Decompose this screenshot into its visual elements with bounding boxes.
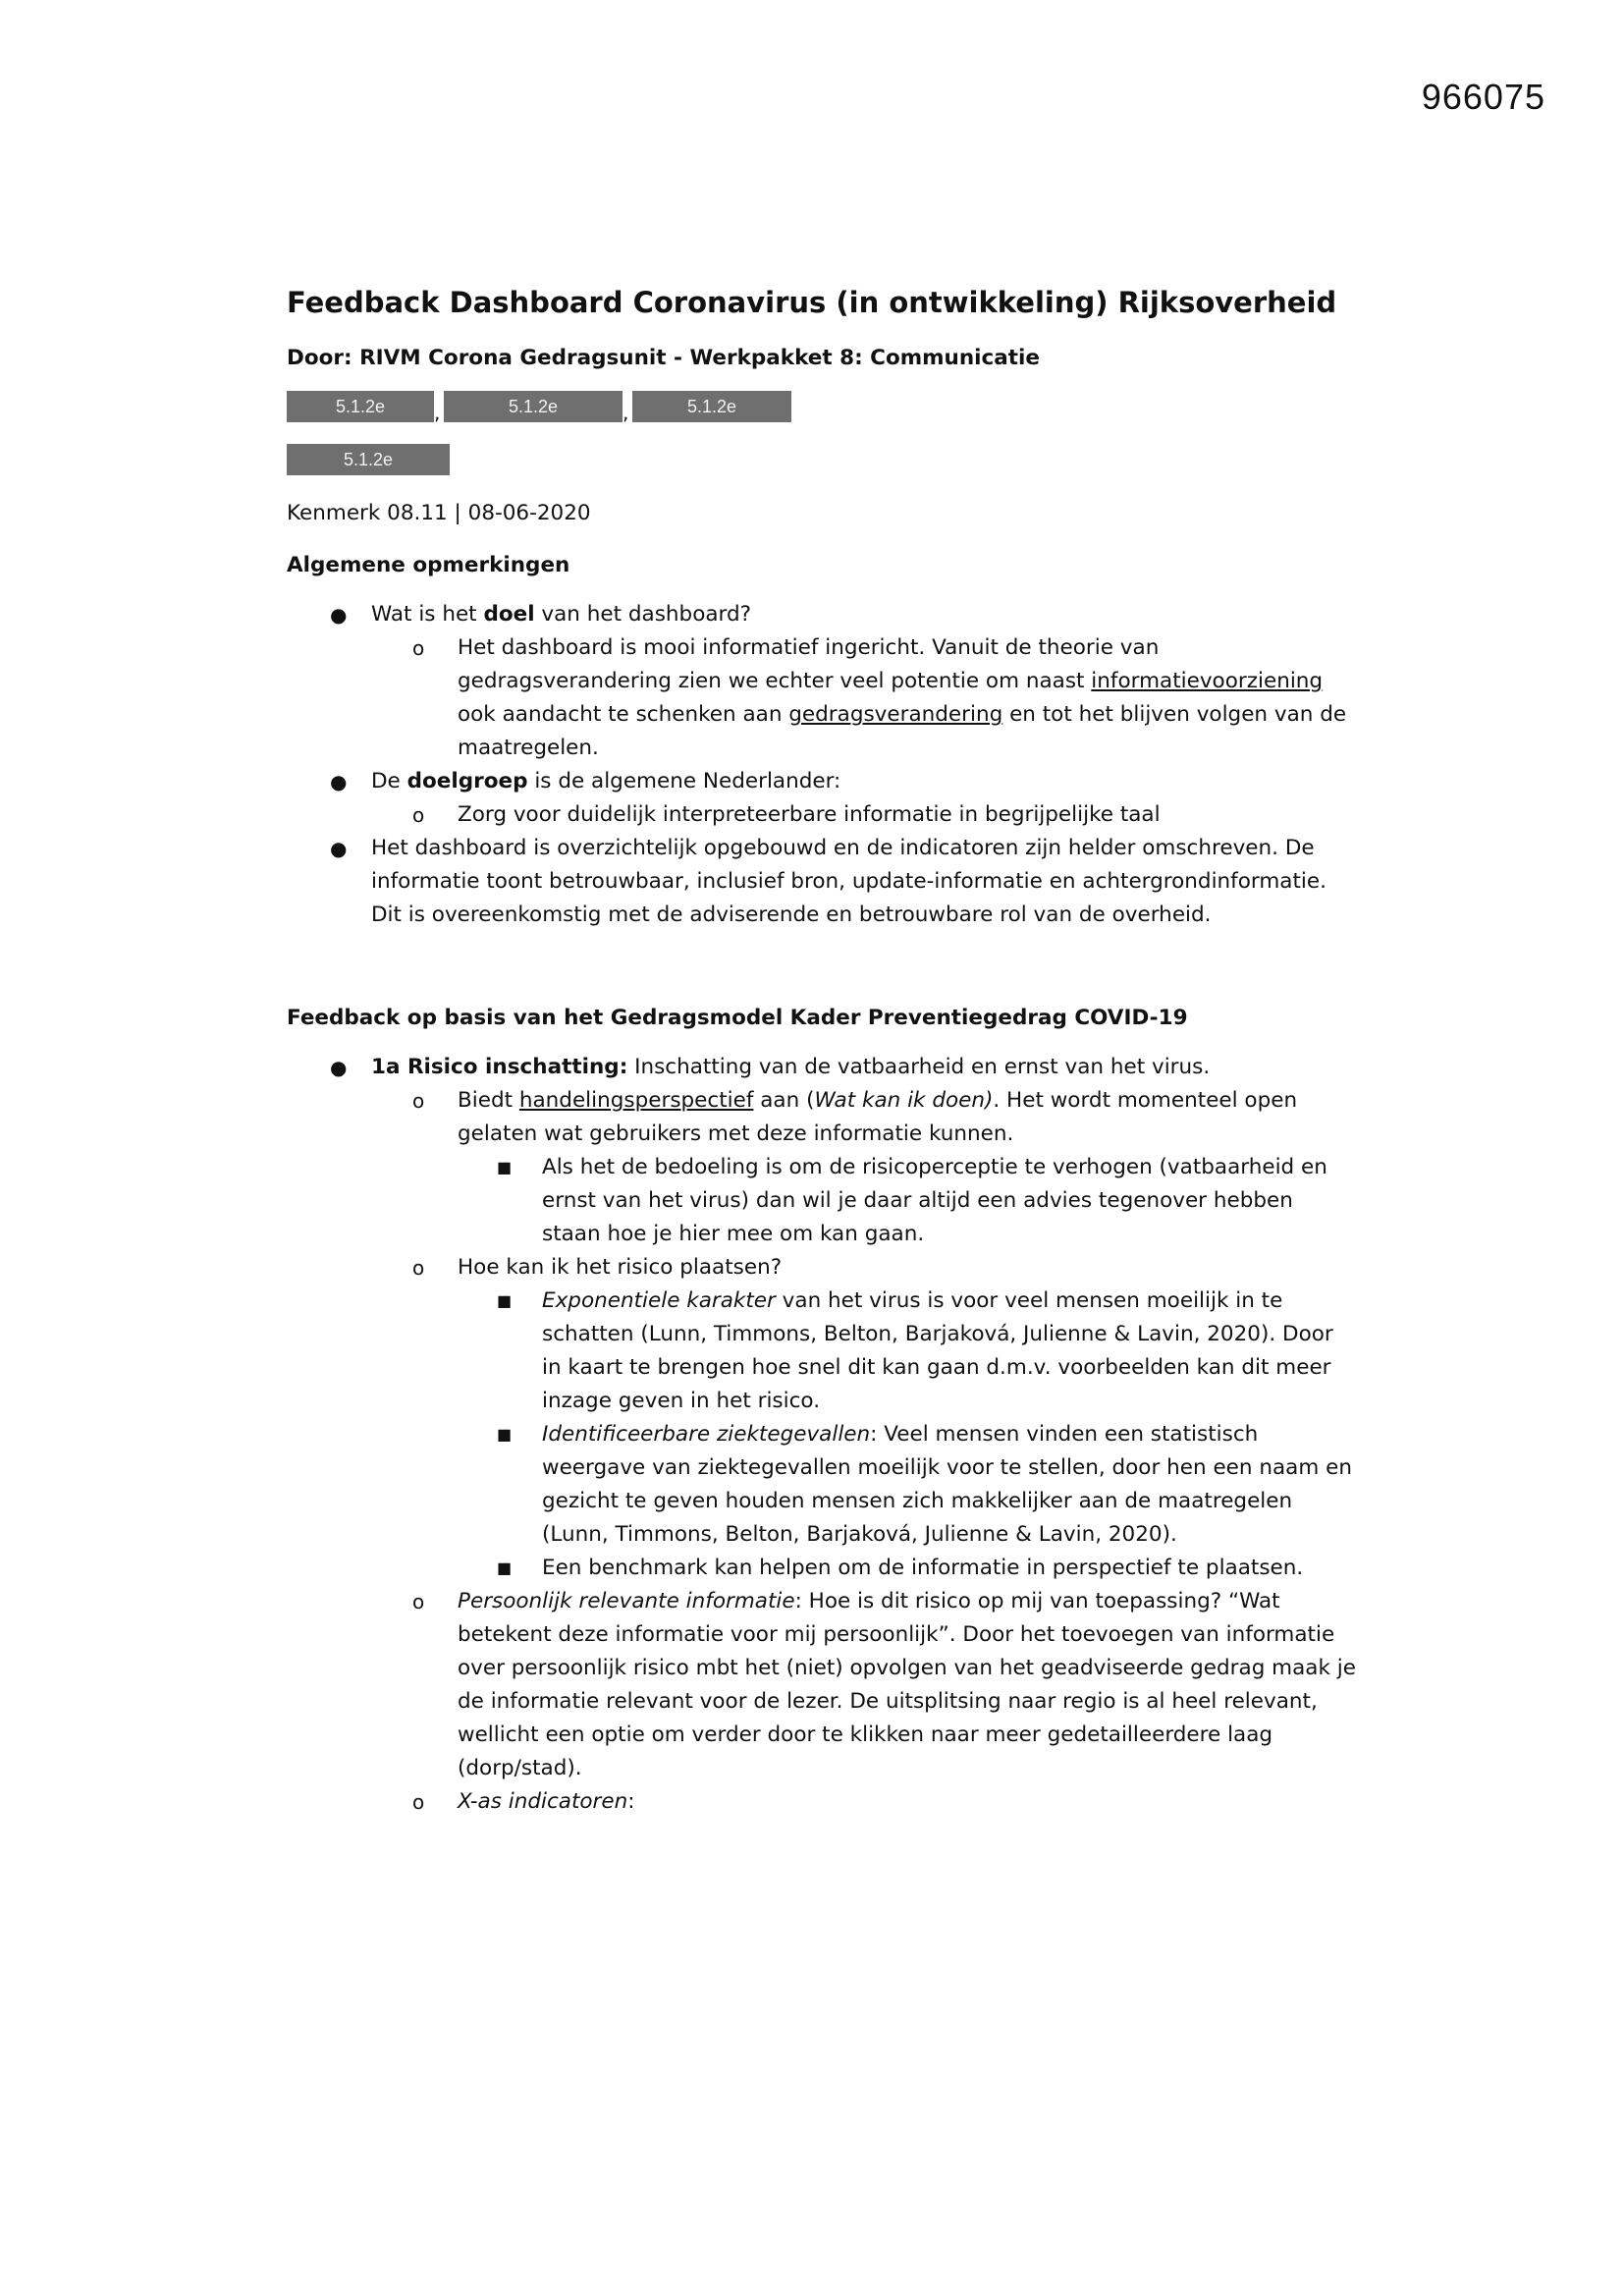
list-item: ● De doelgroep is de algemene Nederlander: o Zorg voor duidelijk interpreteerbare informatie in begrijpelijke taal	[287, 765, 1357, 832]
bullet-marker: ●	[330, 770, 348, 793]
list-item: o Het dashboard is mooi informatief ingericht. Vanuit de theorie van gedragsverandering zien we echter veel potentie om naast informatievoorziening ook aandacht te schenken aan gedragsverandering en tot het blijven volgen van de maatregelen.	[371, 631, 1357, 765]
redacted-names	[287, 391, 1357, 475]
section-heading-general: Algemene opmerkingen	[287, 553, 570, 577]
list-item: o Persoonlijk relevante informatie: Hoe is dit risico op mij van toepassing? “Wat betekent deze informatie voor mij persoonlijk”. Door het toevoegen van informatie over persoonlijk risico mbt het (niet) opvolgen van het geadviseerde gedrag maak je de informatie relevant voor de lezer. De uitsplitsing naar regio is al heel relevant, wellicht een optie om verder door te klikken naar meer gedetailleerdere laag (dorp/stad).	[371, 1585, 1357, 1785]
redaction-separator: ,	[623, 401, 629, 424]
circle-marker: o	[412, 803, 425, 827]
sub-sub-list	[458, 1151, 1357, 1251]
sub-list	[371, 798, 1357, 832]
reference-line: Kenmerk 08.11 | 08-06-2020	[287, 501, 591, 525]
document-number: 966075	[1421, 77, 1545, 117]
square-marker: ■	[497, 1558, 513, 1577]
bullet-marker: ●	[330, 837, 348, 860]
list-item: ■ Een benchmark kan helpen om de informatie in perspectief te plaatsen.	[458, 1552, 1357, 1585]
square-marker: ■	[497, 1291, 513, 1310]
list-item: ● Het dashboard is overzichtelijk opgebouwd en de indicatoren zijn helder omschreven. De informatie toont betrouwbaar, inclusief bron, update-informatie en achtergrondinformatie. Dit is overeenkomstig met de adviserende en betrouwbare rol van de overheid.	[287, 832, 1357, 932]
list-item: o Zorg voor duidelijk interpreteerbare informatie in begrijpelijke taal	[371, 798, 1357, 832]
list-item: ■ Identificeerbare ziektegevallen: Veel mensen vinden een statistisch weergave van ziektegevallen moeilijk voor te stellen, door hen een naam en gezicht te geven houden mensen zich makkelijker aan de maatregelen (Lunn, Timmons, Belton, Barjaková, Julienne & Lavin, 2020).	[458, 1418, 1357, 1552]
document-title: Feedback Dashboard Coronavirus (in ontwikkeling) Rijksoverheid	[287, 286, 1337, 319]
redaction-block: 5.1.2e	[287, 391, 434, 422]
redaction-row-2	[287, 444, 1357, 475]
sub-list	[371, 1084, 1357, 1819]
sub-sub-list	[458, 1285, 1357, 1585]
section-heading-behaviour-model: Feedback op basis van het Gedragsmodel Kader Preventiegedrag COVID-19	[287, 1006, 1188, 1030]
list-item: ■ Als het de bedoeling is om de risicoperceptie te verhogen (vatbaarheid en ernst van het virus) dan wil je daar altijd een advies tegenover hebben staan hoe je hier mee om kan gaan.	[458, 1151, 1357, 1251]
redaction-separator: ,	[434, 401, 441, 424]
list-item: ● 1a Risico inschatting: Inschatting van de vatbaarheid en ernst van het virus. o Biedt handelingsperspectief aan (Wat kan ik doen). Het wordt momenteel open gelaten wat gebruikers met deze informatie kunnen. ■ Als het de bedoeling is om de risicoperceptie te verhogen (vatbaarheid en ernst van het virus) dan wil je daar altijd een advies tegenover hebben staan hoe je hier mee om kan gaan. o Hoe kan ik het risico plaatsen? ■ Exponentiele karakter van het virus is voor veel mensen moeilijk in te schatten (Lunn, Timmons, Belton, Barjaková, Julienne & Lavin, 2020). Door in kaart te brengen hoe snel dit kan gaan d.m.v. voorbeelden kan dit meer inzage geven in het risico. ■ Identificeerbare ziektegevallen: Veel mensen vinden een statistisch weergave van ziektegevallen moeilijk voor te stellen, door hen een naam en gezicht te geven houden mensen zich makkelijker aan de maatregelen (Lunn, Timmons, Belton, Barjaková, Julienne & Lavin, 2020). ■ Een benchmark kan helpen om de informatie in perspectief te plaatsen. o Persoonlijk relevante informatie: Hoe is dit risico op mij van toepassing? “Wat betekent deze informatie voor mij persoonlijk”. Door het toevoegen van informatie over persoonlijk risico mbt het (niet) opvolgen van het geadviseerde gedrag maak je de informatie relevant voor de lezer. De uitsplitsing naar regio is al heel relevant, wellicht een optie om verder door te klikken naar meer gedetailleerdere laag (dorp/stad). o X-as indicatoren:	[287, 1051, 1357, 1819]
circle-marker: o	[412, 1590, 425, 1613]
list-item: o Hoe kan ik het risico plaatsen? ■ Exponentiele karakter van het virus is voor veel mensen moeilijk in te schatten (Lunn, Timmons, Belton, Barjaková, Julienne & Lavin, 2020). Door in kaart te brengen hoe snel dit kan gaan d.m.v. voorbeelden kan dit meer inzage geven in het risico. ■ Identificeerbare ziektegevallen: Veel mensen vinden een statistisch weergave van ziektegevallen moeilijk voor te stellen, door hen een naam en gezicht te geven houden mensen zich makkelijker aan de maatregelen (Lunn, Timmons, Belton, Barjaková, Julienne & Lavin, 2020). ■ Een benchmark kan helpen om de informatie in perspectief te plaatsen.	[371, 1251, 1357, 1585]
general-remarks-list	[287, 598, 1357, 932]
sub-list	[371, 631, 1357, 765]
bullet-marker: ●	[330, 603, 348, 627]
square-marker: ■	[497, 1158, 513, 1176]
redaction-block: 5.1.2e	[632, 391, 791, 422]
list-item: ■ Exponentiele karakter van het virus is voor veel mensen moeilijk in te schatten (Lunn, Timmons, Belton, Barjaková, Julienne & Lavin, 2020). Door in kaart te brengen hoe snel dit kan gaan d.m.v. voorbeelden kan dit meer inzage geven in het risico.	[458, 1285, 1357, 1418]
list-item: o X-as indicatoren:	[371, 1785, 1357, 1819]
redaction-row-1	[287, 391, 1357, 422]
list-item: o Biedt handelingsperspectief aan (Wat kan ik doen). Het wordt momenteel open gelaten wat gebruikers met deze informatie kunnen. ■ Als het de bedoeling is om de risicoperceptie te verhogen (vatbaarheid en ernst van het virus) dan wil je daar altijd een advies tegenover hebben staan hoe je hier mee om kan gaan.	[371, 1084, 1357, 1251]
square-marker: ■	[497, 1425, 513, 1444]
redaction-block: 5.1.2e	[287, 444, 450, 475]
behaviour-model-list	[287, 1051, 1357, 1819]
bullet-marker: ●	[330, 1056, 348, 1079]
byline: Door: RIVM Corona Gedragsunit - Werkpakket 8: Communicatie	[287, 346, 1040, 370]
redaction-block: 5.1.2e	[444, 391, 623, 422]
list-item: ● Wat is het doel van het dashboard? o Het dashboard is mooi informatief ingericht. Vanuit de theorie van gedragsverandering zien we echter veel potentie om naast informatievoorziening ook aandacht te schenken aan gedragsverandering en tot het blijven volgen van de maatregelen.	[287, 598, 1357, 765]
circle-marker: o	[412, 1089, 425, 1113]
document-body	[287, 283, 1357, 1819]
circle-marker: o	[412, 1256, 425, 1280]
circle-marker: o	[412, 636, 425, 660]
circle-marker: o	[412, 1790, 425, 1814]
